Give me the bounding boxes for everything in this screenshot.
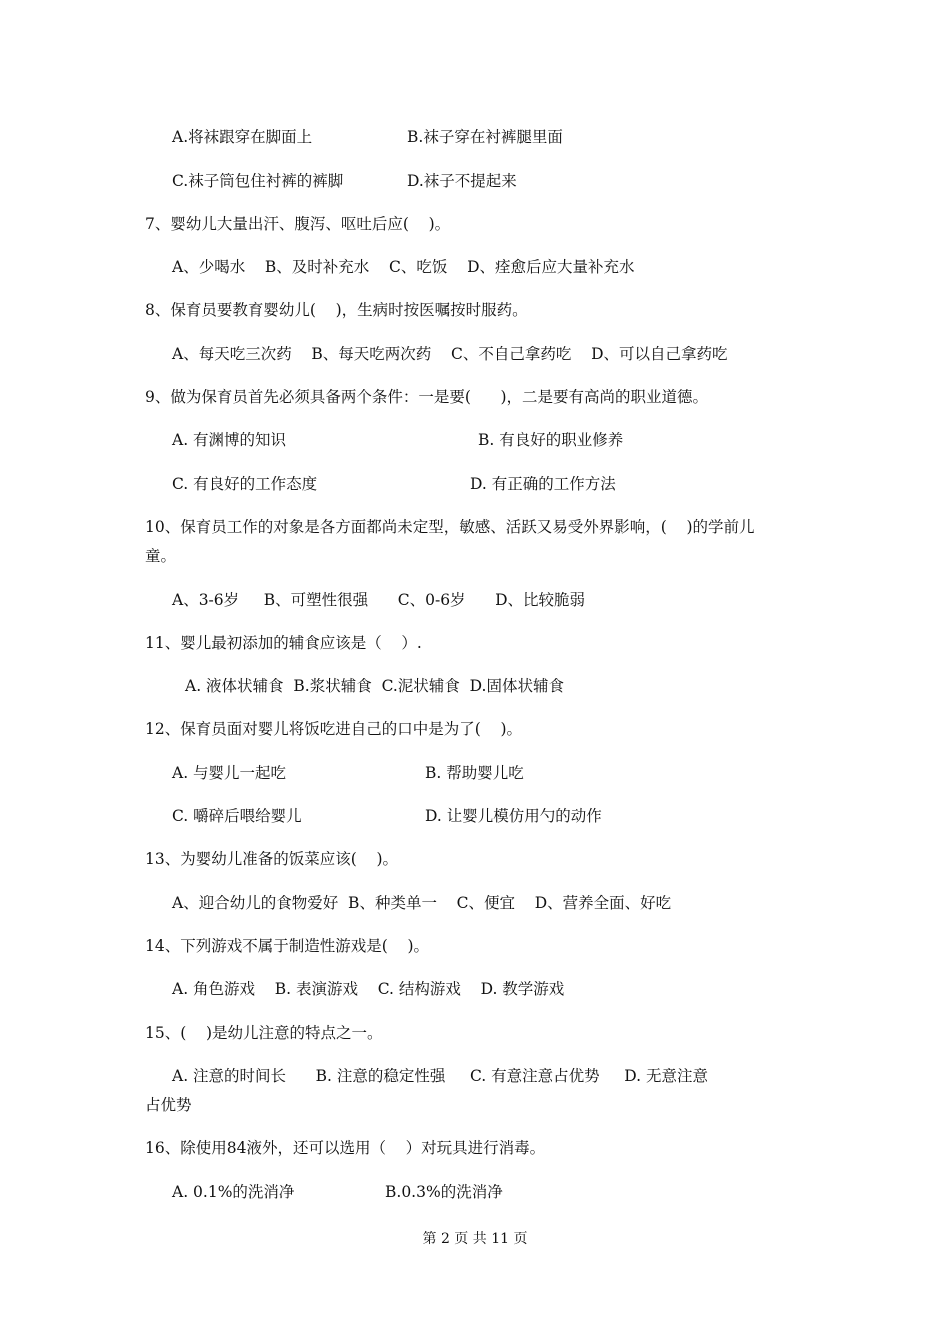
- text-line: A. 液体状辅食 B.浆状辅食 C.泥状辅食 D.固体状辅食: [185, 677, 564, 695]
- text-line: 占优势: [145, 1096, 192, 1114]
- text-line: B.0.3%的洗消净: [385, 1183, 503, 1201]
- text-line: 13、为婴幼儿准备的饭菜应该( )。: [145, 850, 399, 868]
- text-line: A. 有渊博的知识: [172, 431, 287, 449]
- page-footer: 第 2 页 共 11 页: [422, 1231, 528, 1247]
- text-line: 童。: [145, 547, 177, 565]
- text-line: C. 嚼碎后喂给婴儿: [172, 807, 302, 825]
- text-line: A. 与婴儿一起吃: [172, 764, 287, 782]
- text-line: A、每天吃三次药 B、每天吃两次药 C、不自己拿药吃 D、可以自己拿药吃: [172, 345, 728, 363]
- text-line: 8、保育员要教育婴幼儿( )，生病时按医嘱按时服药。: [145, 301, 528, 319]
- text-line: 12、保育员面对婴儿将饭吃进自己的口中是为了( )。: [145, 720, 523, 738]
- text-line: B. 帮助婴儿吃: [425, 764, 524, 782]
- text-line: 10、保育员工作的对象是各方面都尚未定型，敏感、活跃又易受外界影响，( )的学前儿: [145, 518, 755, 536]
- text-line: 15、( )是幼儿注意的特点之一。: [145, 1024, 383, 1042]
- text-line: D.袜子不提起来: [407, 172, 517, 190]
- text-line: D. 让婴儿模仿用勺的动作: [425, 807, 602, 825]
- text-line: 16、除使用84液外，还可以选用（ ）对玩具进行消毒。: [145, 1139, 546, 1157]
- text-line: D. 有正确的工作方法: [470, 475, 616, 493]
- text-line: A、迎合幼儿的食物爱好 B、种类单一 C、便宜 D、营养全面、好吃: [172, 894, 672, 912]
- text-line: A、3-6岁 B、可塑性很强 C、0-6岁 D、比较脆弱: [172, 591, 586, 609]
- text-line: A.将袜跟穿在脚面上: [172, 128, 313, 146]
- text-line: 7、婴幼儿大量出汗、腹泻、呕吐后应( )。: [145, 215, 451, 233]
- text-line: C. 有良好的工作态度: [172, 475, 318, 493]
- text-line: B.袜子穿在衬裤腿里面: [407, 128, 563, 146]
- text-line: 9、做为保育员首先必须具备两个条件：一是要( )，二是要有高尚的职业道德。: [145, 388, 709, 406]
- text-line: 14、下列游戏不属于制造性游戏是( )。: [145, 937, 430, 955]
- text-line: A. 注意的时间长 B. 注意的稳定性强 C. 有意注意占优势 D. 无意注意: [172, 1067, 709, 1085]
- text-line: B. 有良好的职业修养: [478, 431, 624, 449]
- text-line: A. 0.1%的洗消净: [172, 1183, 295, 1201]
- text-line: C.袜子筒包住衬裤的裤脚: [172, 172, 344, 190]
- text-line: 11、婴儿最初添加的辅食应该是（ ）.: [145, 634, 422, 652]
- text-line: A、少喝水 B、及时补充水 C、吃饭 D、痊愈后应大量补充水: [172, 258, 635, 276]
- text-line: A. 角色游戏 B. 表演游戏 C. 结构游戏 D. 教学游戏: [172, 980, 565, 998]
